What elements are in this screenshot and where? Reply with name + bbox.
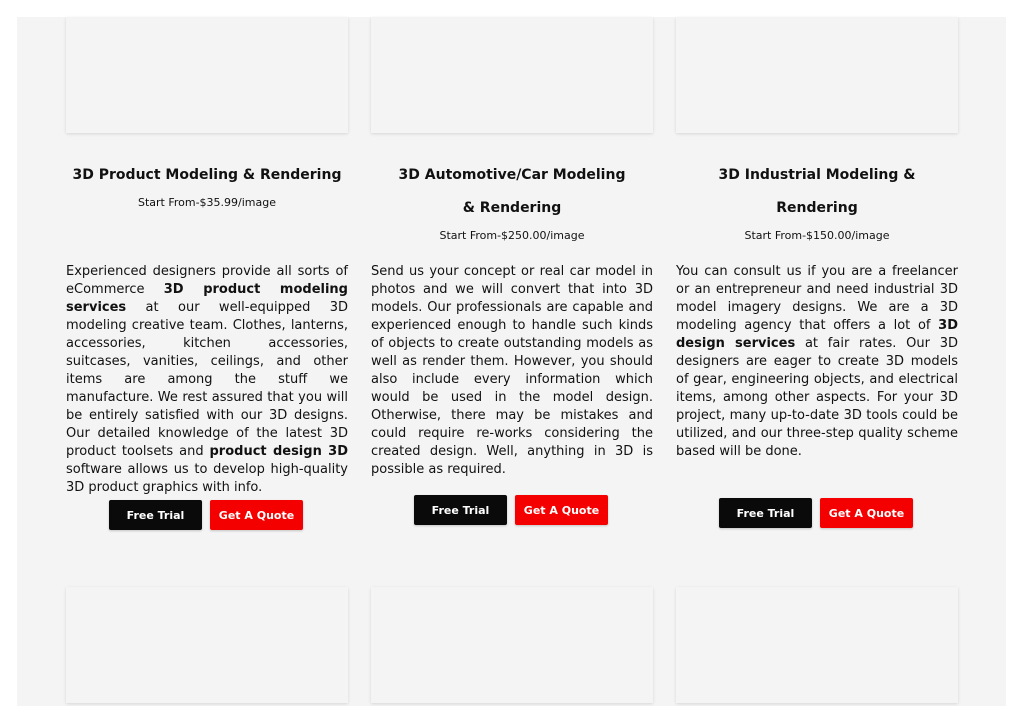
services-section [17, 17, 1006, 706]
description-text: Send us your concept or real car model in photos and we will convert that into 3D models. Our professionals are capable and experienced enough to handle such kinds of objects to create outstanding models as well as render them. However, you should also include every information which would be used in the model design. Otherwise, there may be mistakes and could require re-works considering the created design. Well, anything in 3D is possible as required. [371, 264, 653, 477]
service-price: Start From-$250.00/image [439, 229, 585, 242]
service-actions [109, 500, 303, 530]
free-trial-button[interactable]: Free Trial [109, 500, 202, 530]
service-card-industrial [676, 159, 958, 242]
service-price: Start From-$150.00/image [744, 229, 890, 242]
service-card-automotive [371, 159, 653, 242]
get-quote-button[interactable]: Get A Quote [515, 495, 608, 525]
automotive-image-card [371, 17, 653, 133]
service-title: 3D Automotive/Car Modeling & Rendering [398, 167, 626, 216]
service-description [66, 263, 348, 497]
description-text: software allows us to develop high-quality 3D product graphics with info. [66, 462, 348, 495]
keyword-highlight: 3D design services [676, 318, 958, 351]
service-title: 3D Product Modeling & Rendering [72, 167, 342, 183]
service-description [676, 263, 958, 461]
service-actions [719, 498, 913, 528]
description-text: Experienced designers provide all sorts of eCommerce [66, 264, 348, 297]
next-row-image-card [371, 587, 653, 703]
next-row-image-card [676, 587, 958, 703]
description-text: You can consult us if you are a freelancer or an entrepreneur and need industrial 3D model imagery designs. We are a 3D modeling agency that offers a lot of [676, 264, 958, 333]
next-row-image-card [66, 587, 348, 703]
service-description [371, 263, 653, 479]
service-price: Start From-$35.99/image [137, 196, 277, 209]
description-text: at our well-equipped 3D modeling creative team. Clothes, lanterns, accessories, kitchen accessories, suitcases, vanities, ceilings, and other items are among the stuff we manufacture. We rest assured that you will be entirely satisfied with our 3D designs. Our detailed knowledge of the latest 3D product toolsets and [66, 300, 348, 459]
service-title: 3D Industrial Modeling & Rendering [718, 167, 916, 216]
free-trial-button[interactable]: Free Trial [414, 495, 507, 525]
service-card-product [66, 159, 348, 209]
product-image-card [66, 17, 348, 133]
get-quote-button[interactable]: Get A Quote [820, 498, 913, 528]
description-text: at fair rates. Our 3D designers are eager to create 3D models of gear, engineering objects, and electrical items, among other aspects. For your 3D project, many up-to-date 3D tools could be utilized, and our three-step quality scheme based will be done. [676, 336, 959, 459]
industrial-image-card [676, 17, 958, 133]
get-quote-button[interactable]: Get A Quote [210, 500, 303, 530]
free-trial-button[interactable]: Free Trial [719, 498, 812, 528]
keyword-highlight: product design 3D [209, 444, 348, 459]
keyword-highlight: 3D product modeling services [66, 282, 348, 315]
service-actions [414, 495, 608, 525]
